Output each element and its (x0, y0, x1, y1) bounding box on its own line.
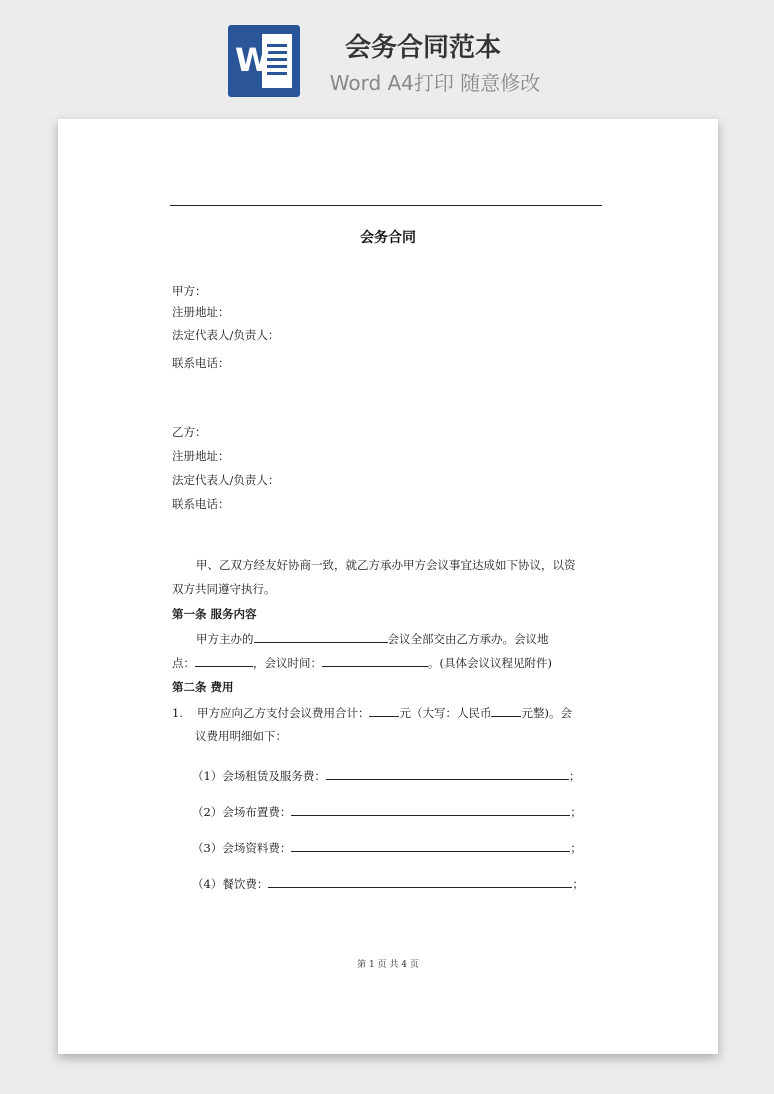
meeting-location-blank (195, 654, 253, 667)
fee-row (192, 803, 582, 820)
article-1-heading: 第一条 服务内容 (172, 607, 257, 621)
page-header (0, 0, 774, 118)
intro-line-2: 双方共同遵守执行。 (172, 582, 276, 596)
party-b-name-label: 乙方： (172, 425, 207, 439)
word-icon (228, 25, 300, 97)
article-1-line-1-post: 会议全部交由乙方承办。会议地 (387, 632, 549, 646)
header-subtitle: Word A4打印 随意修改 (329, 71, 541, 95)
item-1-pre: 甲方应向乙方支付会议费用合计： (196, 706, 370, 720)
party-a-address-label: 注册地址： (172, 305, 230, 319)
fee-blank (326, 767, 569, 780)
fee-label: （1）会场租赁及服务费： (192, 769, 326, 783)
document-title: 会务合同 (360, 230, 416, 246)
total-amount-blank (369, 704, 399, 717)
fee-row (192, 875, 584, 892)
meeting-time-blank (322, 654, 428, 667)
fee-label: （4）餐饮费： (192, 877, 269, 891)
fee-end: ； (572, 877, 584, 891)
party-b-phone-label: 联系电话： (172, 497, 230, 511)
word-icon-letter: W (235, 41, 271, 79)
article-2-heading: 第二条 费用 (172, 680, 234, 694)
header-title: 会务合同范本 (344, 33, 501, 63)
item-1-number: 1. (172, 706, 183, 720)
article-1-line-2-post: 。(具体会议议程见附件) (428, 656, 552, 670)
party-a-rep-label: 法定代表人/负责人： (172, 328, 280, 342)
article-2-item-1 (172, 704, 572, 721)
item-1-post: 元整)。会 (521, 706, 572, 720)
fee-end: ； (570, 805, 582, 819)
fee-end: ； (570, 841, 582, 855)
header-rule (170, 205, 602, 206)
article-1-line-1 (196, 630, 549, 647)
article-1-line-2-pre: 点： (172, 656, 195, 670)
fee-row (192, 839, 582, 856)
fee-end: ； (568, 769, 581, 783)
party-b-address-label: 注册地址： (172, 449, 230, 463)
article-1-line-1-pre: 甲方主办的 (196, 632, 254, 646)
fee-row (192, 767, 580, 784)
item-1-mid: 元（大写：人民币 (399, 706, 492, 720)
party-b-rep-label: 法定代表人/负责人： (172, 473, 280, 487)
party-a-name-label: 甲方： (172, 284, 207, 298)
total-amount-capital-blank (491, 704, 521, 717)
party-a-phone-label: 联系电话： (172, 356, 230, 370)
page-number-footer: 第 1 页 共 4 页 (357, 960, 419, 970)
fee-label: （3）会场资料费： (192, 841, 292, 855)
fee-blank (268, 875, 572, 888)
fee-blank (291, 803, 570, 816)
intro-line-1: 甲、乙双方经友好协商一致，就乙方承办甲方会议事宜达成如下协议，以资 (196, 558, 576, 572)
item-1-line-2: 议费用明细如下： (195, 729, 287, 743)
document-page (58, 119, 718, 1054)
article-1-line-2 (172, 654, 552, 671)
fee-label: （2）会场布置费： (192, 805, 292, 819)
article-1-line-2-mid: ，会议时间： (253, 656, 322, 670)
fee-blank (291, 839, 570, 852)
meeting-name-blank (254, 630, 388, 643)
